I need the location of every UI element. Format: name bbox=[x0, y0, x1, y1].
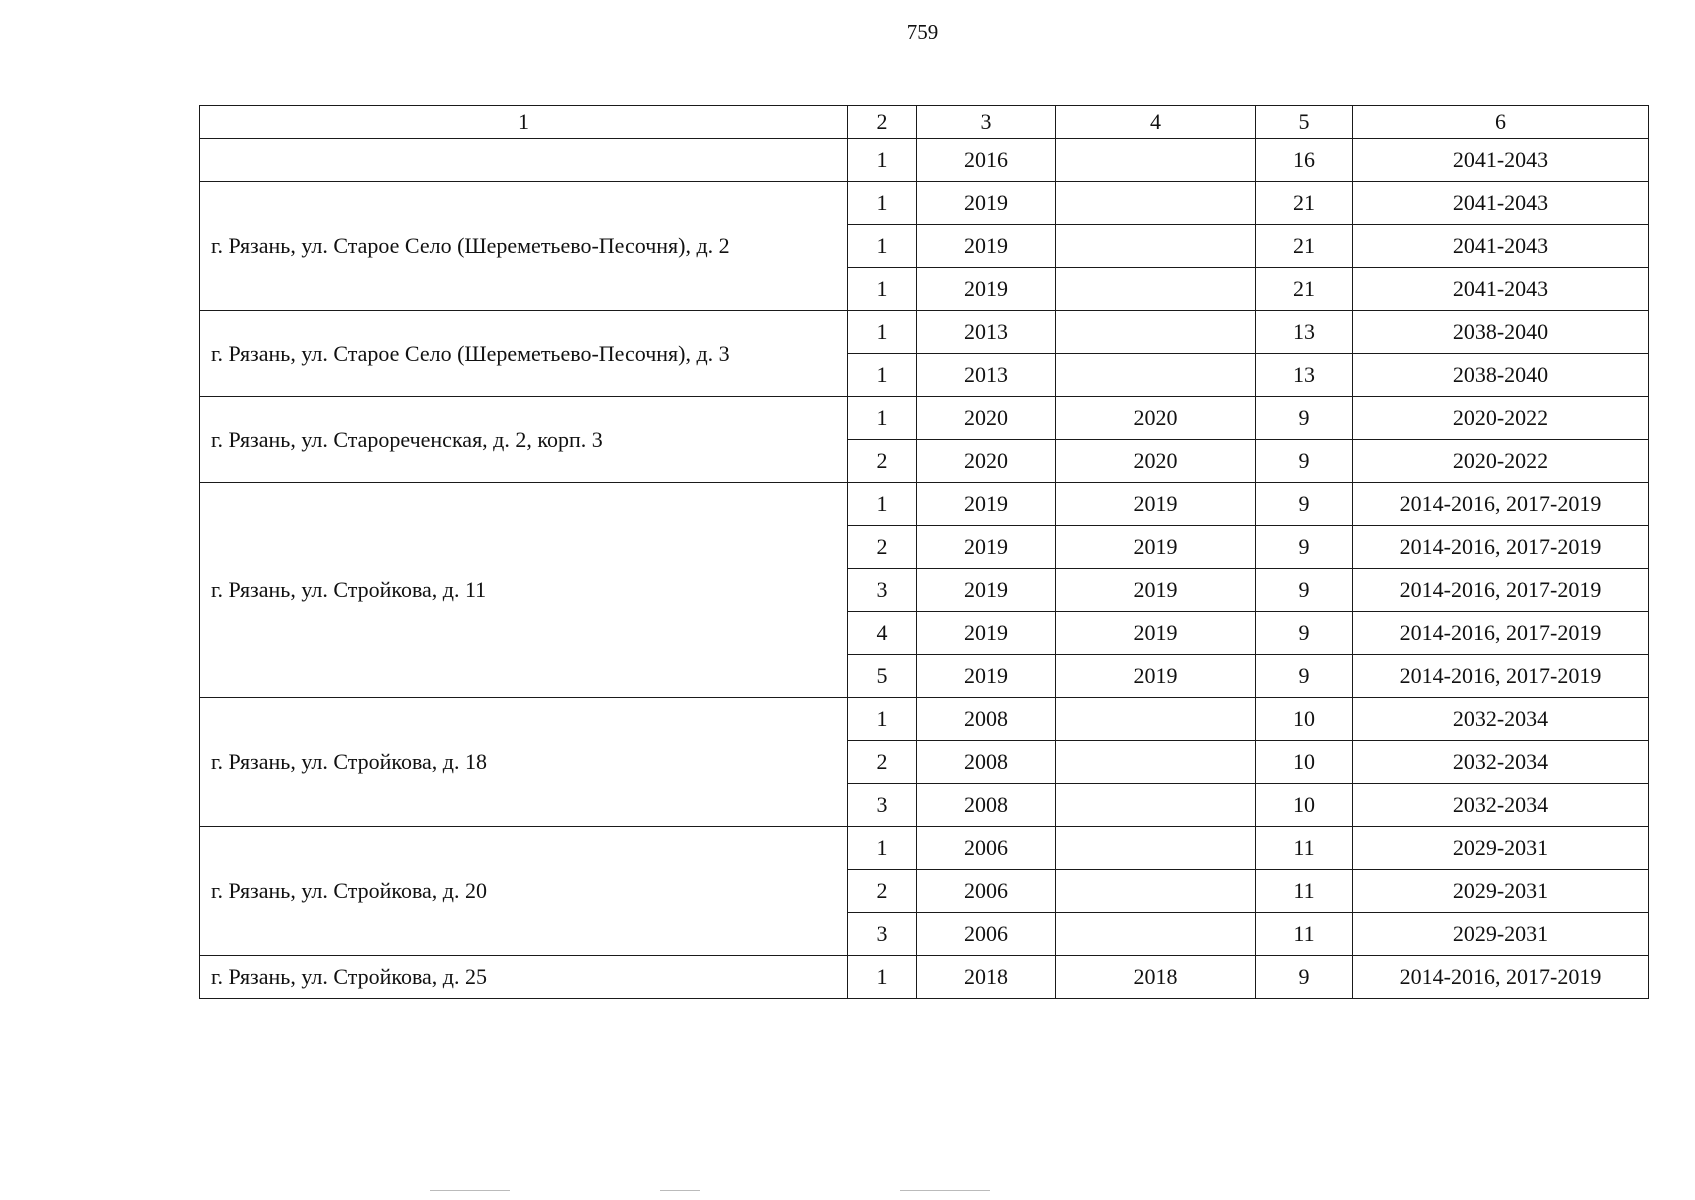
floors-cell: 10 bbox=[1256, 698, 1353, 741]
address-cell: г. Рязань, ул. Старое Село (Шереметьево-Песочня), д. 3 bbox=[200, 311, 848, 397]
floors-cell: 9 bbox=[1256, 526, 1353, 569]
table-row bbox=[200, 956, 1649, 999]
scan-artifact bbox=[660, 1190, 700, 1191]
floors-cell: 9 bbox=[1256, 655, 1353, 698]
overhaul-year-cell bbox=[1056, 354, 1256, 397]
overhaul-year-cell bbox=[1056, 870, 1256, 913]
section-number-cell: 5 bbox=[848, 655, 917, 698]
commission-year-cell: 2013 bbox=[917, 311, 1056, 354]
commission-year-cell: 2019 bbox=[917, 483, 1056, 526]
column-header: 3 bbox=[917, 106, 1056, 139]
floors-cell: 9 bbox=[1256, 440, 1353, 483]
commission-year-cell: 2019 bbox=[917, 225, 1056, 268]
overhaul-year-cell bbox=[1056, 698, 1256, 741]
floors-cell: 21 bbox=[1256, 182, 1353, 225]
section-number-cell: 1 bbox=[848, 827, 917, 870]
planned-period-cell: 2020-2022 bbox=[1353, 397, 1649, 440]
overhaul-year-cell: 2018 bbox=[1056, 956, 1256, 999]
planned-period-cell: 2032-2034 bbox=[1353, 698, 1649, 741]
planned-period-cell: 2014-2016, 2017-2019 bbox=[1353, 483, 1649, 526]
commission-year-cell: 2020 bbox=[917, 397, 1056, 440]
commission-year-cell: 2008 bbox=[917, 741, 1056, 784]
commission-year-cell: 2020 bbox=[917, 440, 1056, 483]
commission-year-cell: 2019 bbox=[917, 612, 1056, 655]
overhaul-year-cell: 2020 bbox=[1056, 440, 1256, 483]
section-number-cell: 1 bbox=[848, 225, 917, 268]
section-number-cell: 3 bbox=[848, 913, 917, 956]
planned-period-cell: 2014-2016, 2017-2019 bbox=[1353, 569, 1649, 612]
planned-period-cell: 2020-2022 bbox=[1353, 440, 1649, 483]
section-number-cell: 1 bbox=[848, 311, 917, 354]
overhaul-year-cell bbox=[1056, 784, 1256, 827]
section-number-cell: 2 bbox=[848, 870, 917, 913]
section-number-cell: 4 bbox=[848, 612, 917, 655]
floors-cell: 9 bbox=[1256, 569, 1353, 612]
commission-year-cell: 2019 bbox=[917, 526, 1056, 569]
planned-period-cell: 2032-2034 bbox=[1353, 741, 1649, 784]
floors-cell: 9 bbox=[1256, 397, 1353, 440]
commission-year-cell: 2006 bbox=[917, 870, 1056, 913]
housing-repair-table bbox=[199, 105, 1649, 999]
section-number-cell: 1 bbox=[848, 139, 917, 182]
address-cell: г. Рязань, ул. Старореченская, д. 2, корп. 3 bbox=[200, 397, 848, 483]
overhaul-year-cell: 2019 bbox=[1056, 655, 1256, 698]
table-row bbox=[200, 397, 1649, 440]
section-number-cell: 3 bbox=[848, 784, 917, 827]
overhaul-year-cell: 2020 bbox=[1056, 397, 1256, 440]
section-number-cell: 2 bbox=[848, 741, 917, 784]
section-number-cell: 2 bbox=[848, 526, 917, 569]
floors-cell: 16 bbox=[1256, 139, 1353, 182]
commission-year-cell: 2006 bbox=[917, 827, 1056, 870]
planned-period-cell: 2029-2031 bbox=[1353, 913, 1649, 956]
planned-period-cell: 2041-2043 bbox=[1353, 268, 1649, 311]
floors-cell: 10 bbox=[1256, 784, 1353, 827]
section-number-cell: 1 bbox=[848, 698, 917, 741]
overhaul-year-cell: 2019 bbox=[1056, 526, 1256, 569]
commission-year-cell: 2013 bbox=[917, 354, 1056, 397]
overhaul-year-cell: 2019 bbox=[1056, 483, 1256, 526]
address-cell: г. Рязань, ул. Стройкова, д. 20 bbox=[200, 827, 848, 956]
scan-artifact bbox=[430, 1190, 510, 1191]
overhaul-year-cell bbox=[1056, 225, 1256, 268]
table-row bbox=[200, 483, 1649, 526]
overhaul-year-cell bbox=[1056, 827, 1256, 870]
column-header: 4 bbox=[1056, 106, 1256, 139]
table-row bbox=[200, 139, 1649, 182]
table-row bbox=[200, 827, 1649, 870]
address-cell bbox=[200, 139, 848, 182]
commission-year-cell: 2008 bbox=[917, 784, 1056, 827]
table-row bbox=[200, 698, 1649, 741]
commission-year-cell: 2018 bbox=[917, 956, 1056, 999]
page-number: 759 bbox=[906, 20, 939, 44]
planned-period-cell: 2014-2016, 2017-2019 bbox=[1353, 612, 1649, 655]
section-number-cell: 2 bbox=[848, 440, 917, 483]
table-row bbox=[200, 311, 1649, 354]
overhaul-year-cell bbox=[1056, 139, 1256, 182]
column-header: 6 bbox=[1353, 106, 1649, 139]
planned-period-cell: 2029-2031 bbox=[1353, 870, 1649, 913]
overhaul-year-cell: 2019 bbox=[1056, 612, 1256, 655]
planned-period-cell: 2029-2031 bbox=[1353, 827, 1649, 870]
scan-artifact bbox=[900, 1190, 990, 1191]
section-number-cell: 1 bbox=[848, 268, 917, 311]
commission-year-cell: 2016 bbox=[917, 139, 1056, 182]
address-cell: г. Рязань, ул. Старое Село (Шереметьево-Песочня), д. 2 bbox=[200, 182, 848, 311]
overhaul-year-cell bbox=[1056, 913, 1256, 956]
section-number-cell: 1 bbox=[848, 956, 917, 999]
planned-period-cell: 2041-2043 bbox=[1353, 182, 1649, 225]
column-header: 1 bbox=[200, 106, 848, 139]
overhaul-year-cell bbox=[1056, 311, 1256, 354]
table-body bbox=[200, 106, 1649, 999]
address-cell: г. Рязань, ул. Стройкова, д. 18 bbox=[200, 698, 848, 827]
commission-year-cell: 2019 bbox=[917, 268, 1056, 311]
table-header-row bbox=[200, 106, 1649, 139]
floors-cell: 10 bbox=[1256, 741, 1353, 784]
table-row bbox=[200, 182, 1649, 225]
overhaul-year-cell: 2019 bbox=[1056, 569, 1256, 612]
commission-year-cell: 2008 bbox=[917, 698, 1056, 741]
floors-cell: 11 bbox=[1256, 913, 1353, 956]
floors-cell: 9 bbox=[1256, 612, 1353, 655]
column-header: 2 bbox=[848, 106, 917, 139]
section-number-cell: 1 bbox=[848, 354, 917, 397]
commission-year-cell: 2019 bbox=[917, 655, 1056, 698]
planned-period-cell: 2014-2016, 2017-2019 bbox=[1353, 526, 1649, 569]
floors-cell: 11 bbox=[1256, 827, 1353, 870]
overhaul-year-cell bbox=[1056, 741, 1256, 784]
planned-period-cell: 2038-2040 bbox=[1353, 311, 1649, 354]
floors-cell: 21 bbox=[1256, 225, 1353, 268]
commission-year-cell: 2019 bbox=[917, 569, 1056, 612]
floors-cell: 13 bbox=[1256, 354, 1353, 397]
section-number-cell: 1 bbox=[848, 397, 917, 440]
planned-period-cell: 2041-2043 bbox=[1353, 225, 1649, 268]
overhaul-year-cell bbox=[1056, 268, 1256, 311]
planned-period-cell: 2041-2043 bbox=[1353, 139, 1649, 182]
planned-period-cell: 2032-2034 bbox=[1353, 784, 1649, 827]
commission-year-cell: 2019 bbox=[917, 182, 1056, 225]
address-cell: г. Рязань, ул. Стройкова, д. 11 bbox=[200, 483, 848, 698]
floors-cell: 9 bbox=[1256, 483, 1353, 526]
planned-period-cell: 2038-2040 bbox=[1353, 354, 1649, 397]
planned-period-cell: 2014-2016, 2017-2019 bbox=[1353, 956, 1649, 999]
overhaul-year-cell bbox=[1056, 182, 1256, 225]
floors-cell: 13 bbox=[1256, 311, 1353, 354]
floors-cell: 21 bbox=[1256, 268, 1353, 311]
planned-period-cell: 2014-2016, 2017-2019 bbox=[1353, 655, 1649, 698]
section-number-cell: 1 bbox=[848, 483, 917, 526]
section-number-cell: 3 bbox=[848, 569, 917, 612]
commission-year-cell: 2006 bbox=[917, 913, 1056, 956]
column-header: 5 bbox=[1256, 106, 1353, 139]
address-cell: г. Рязань, ул. Стройкова, д. 25 bbox=[200, 956, 848, 999]
floors-cell: 11 bbox=[1256, 870, 1353, 913]
floors-cell: 9 bbox=[1256, 956, 1353, 999]
section-number-cell: 1 bbox=[848, 182, 917, 225]
